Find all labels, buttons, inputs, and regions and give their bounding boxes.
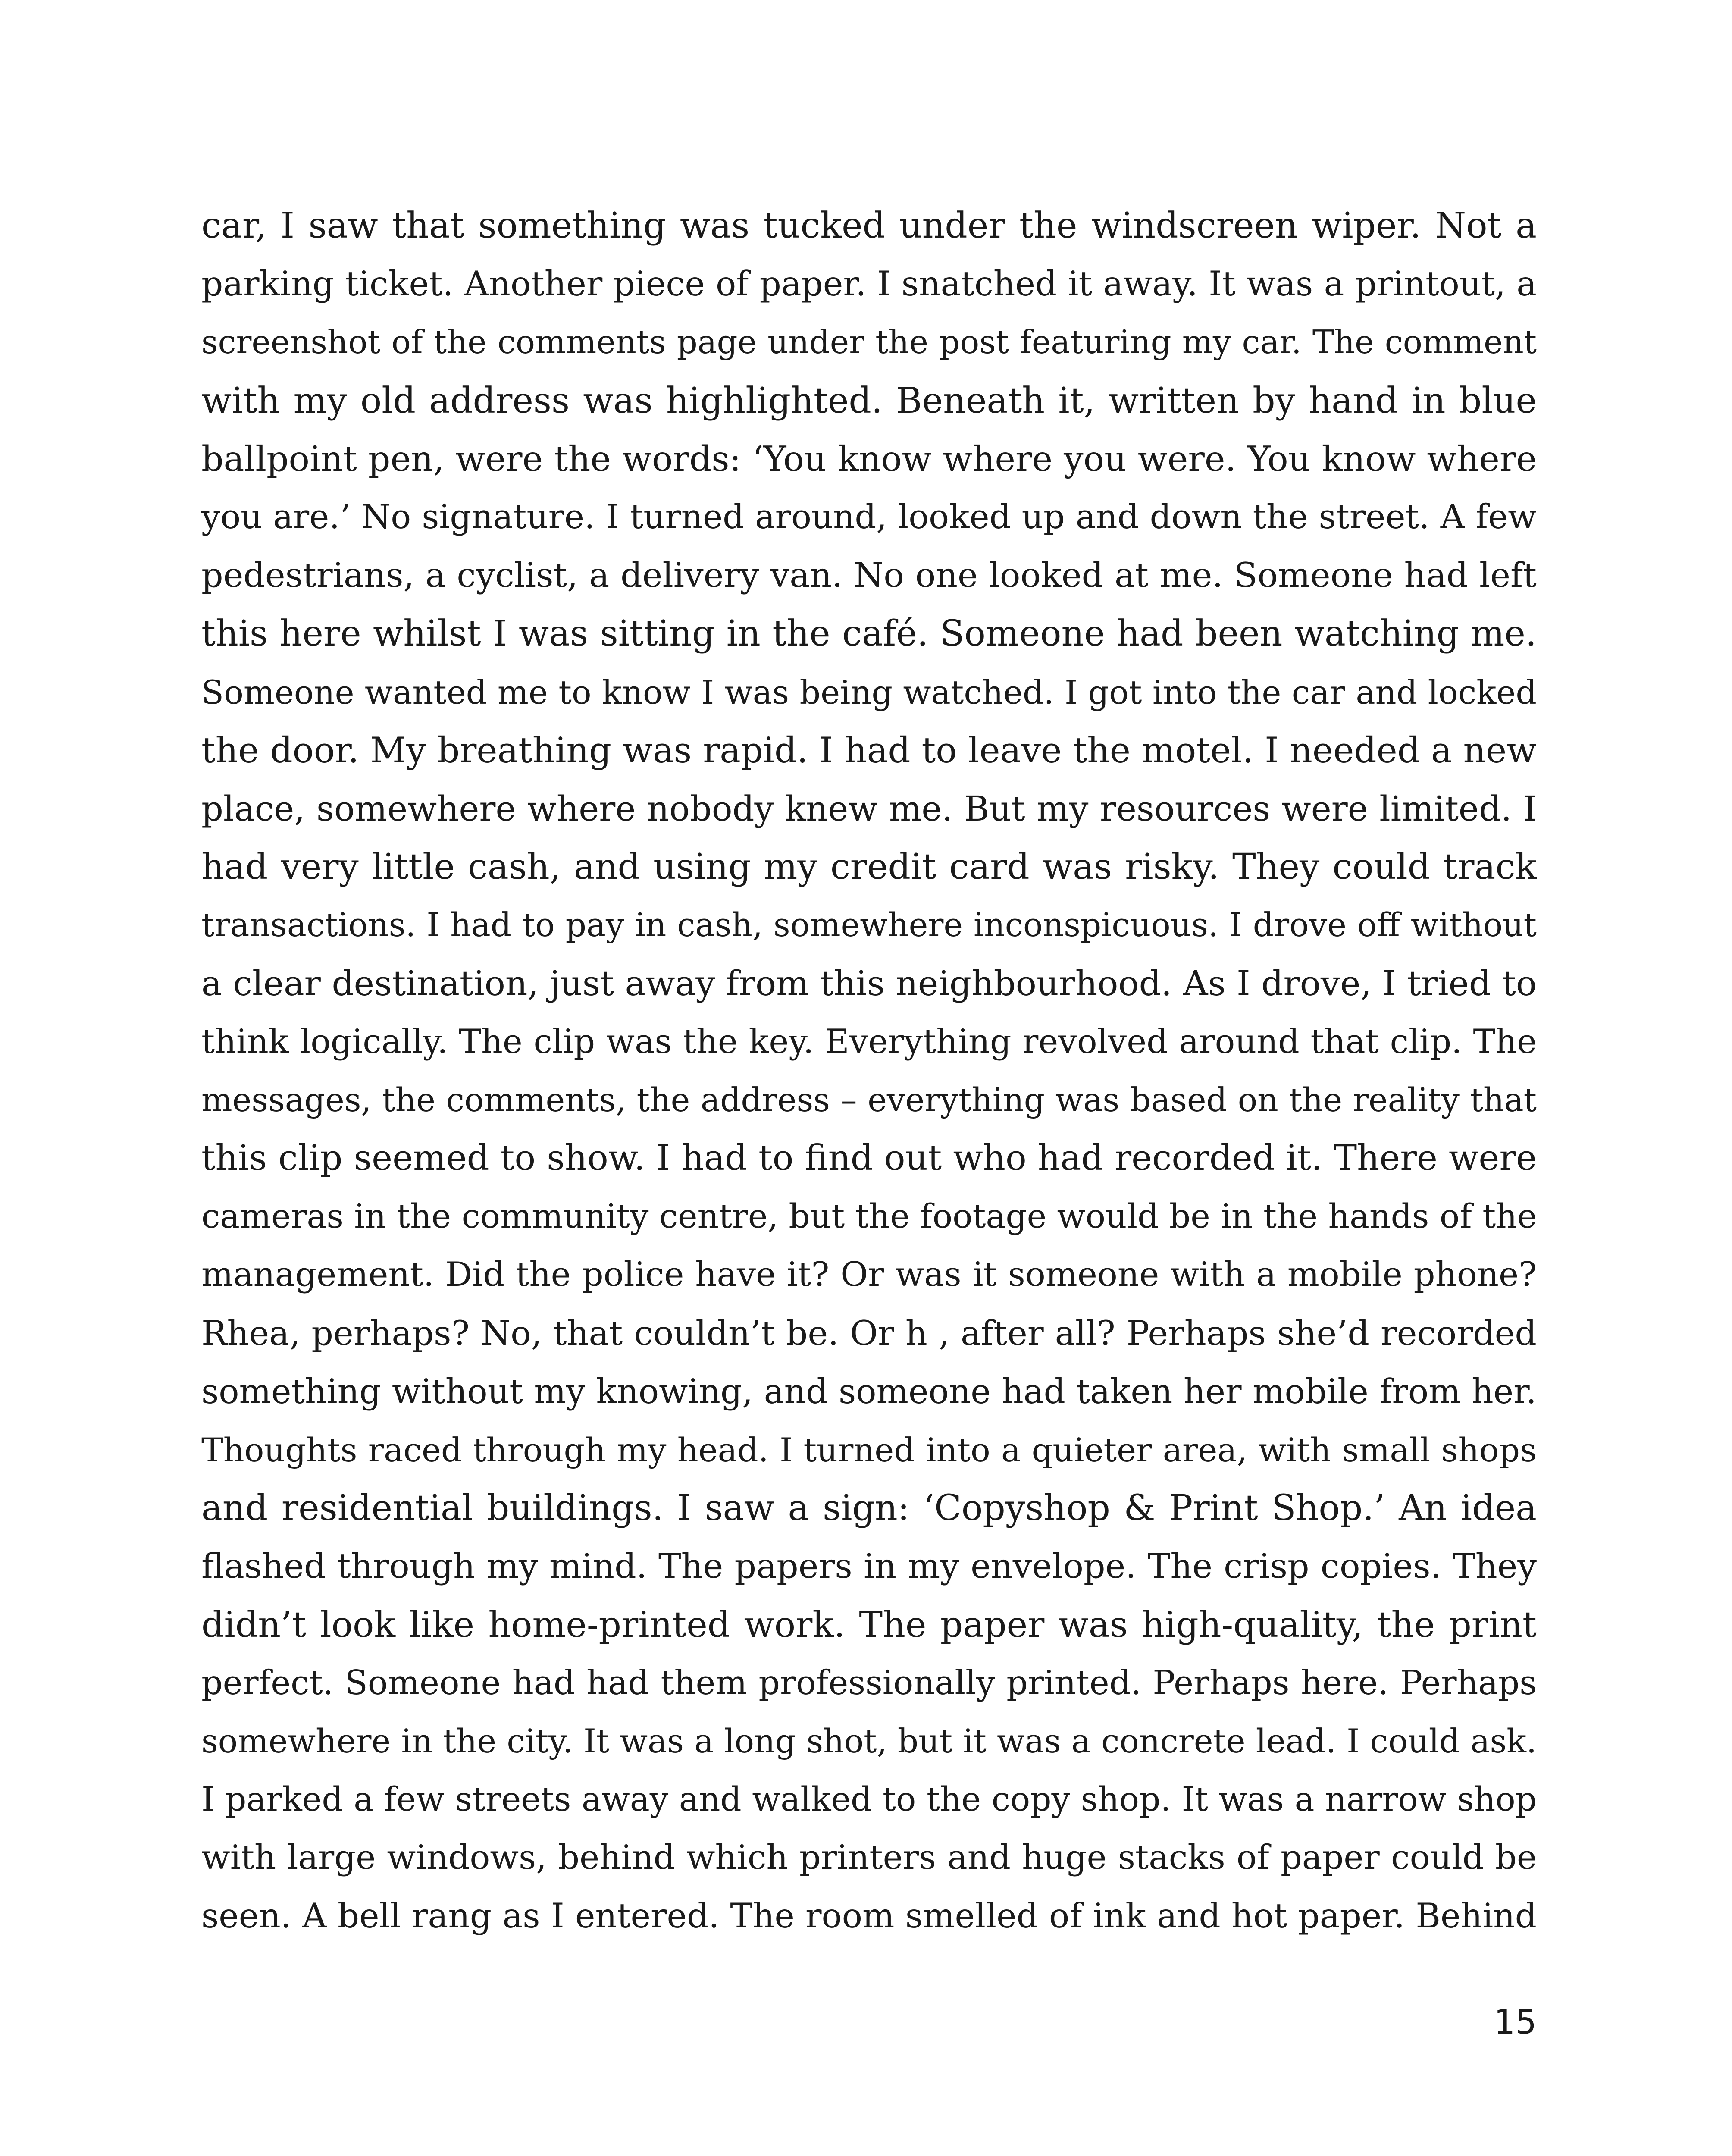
text-line: Someone wanted me to know I was being watched. I got into the car and locked	[201, 673, 1537, 711]
text-line: somewhere in the city. It was a long shot, but it was a concrete lead. I could ask.	[201, 1722, 1537, 1760]
text-line: pedestrians, a cyclist, a delivery van. No one looked at me. Someone had left	[201, 555, 1537, 595]
text-line: cameras in the community centre, but the footage would be in the hands of the	[201, 1197, 1537, 1236]
text-line: Rhea, perhaps? No, that couldn’t be. Or h , after all? Perhaps she’d recorded	[201, 1313, 1537, 1353]
text-line: this here whilst I was sitting in the café. Someone had been watching me.	[201, 613, 1537, 655]
text-line: management. Did the police have it? Or was it someone with a mobile phone?	[201, 1255, 1537, 1294]
text-line: seen. A bell rang as I entered. The room smelled of ink and hot paper. Behind	[201, 1896, 1537, 1936]
text-line: flashed through my mind. The papers in my envelope. The crisp copies. They	[201, 1546, 1537, 1586]
text-line: something without my knowing, and someone had taken her mobile from her.	[201, 1371, 1537, 1411]
text-line: messages, the comments, the address – everything was based on the reality that	[201, 1081, 1537, 1119]
text-line: the door. My breathing was rapid. I had to leave the motel. I needed a new	[201, 730, 1537, 771]
text-line: with my old address was highlighted. Beneath it, written by hand in blue	[201, 380, 1537, 421]
text-line: car, I saw that something was tucked under the windscreen wiper. Not a	[201, 205, 1537, 246]
text-line: parking ticket. Another piece of paper. I snatched it away. It was a printout, a	[201, 264, 1537, 304]
text-line: place, somewhere where nobody knew me. But my resources were limited. I	[201, 788, 1537, 829]
text-line: this clip seemed to show. I had to find out who had recorded it. There were	[201, 1138, 1537, 1178]
text-line: I parked a few streets away and walked to the copy shop. It was a narrow shop	[201, 1780, 1537, 1819]
text-line: with large windows, behind which printers and huge stacks of paper could be	[201, 1838, 1537, 1877]
text-line: perfect. Someone had had them professionally printed. Perhaps here. Perhaps	[201, 1663, 1537, 1702]
text-line: transactions. I had to pay in cash, somewhere inconspicuous. I drove off without	[201, 906, 1537, 944]
text-line: you are.’ No signature. I turned around, looked up and down the street. A few	[201, 497, 1537, 536]
text-line: think logically. The clip was the key. Everything revolved around that clip. The	[201, 1022, 1537, 1061]
text-line: screenshot of the comments page under the post featuring my car. The comment	[201, 323, 1537, 361]
page-number: 15	[1494, 2003, 1537, 2042]
text-line: didn’t look like home-printed work. The paper was high-quality, the print	[201, 1604, 1537, 1645]
text-line: and residential buildings. I saw a sign: ‘Copyshop & Print Shop.’ An idea	[201, 1488, 1537, 1529]
body-paragraph	[201, 197, 1537, 1946]
text-line: ballpoint pen, were the words: ‘You know where you were. You know where	[201, 438, 1537, 479]
text-line: Thoughts raced through my head. I turned into a quieter area, with small shops	[201, 1430, 1537, 1469]
text-line: had very little cash, and using my credit card was risky. They could track	[201, 846, 1537, 888]
text-line: a clear destination, just away from this neighbourhood. As I drove, I tried to	[201, 963, 1537, 1004]
